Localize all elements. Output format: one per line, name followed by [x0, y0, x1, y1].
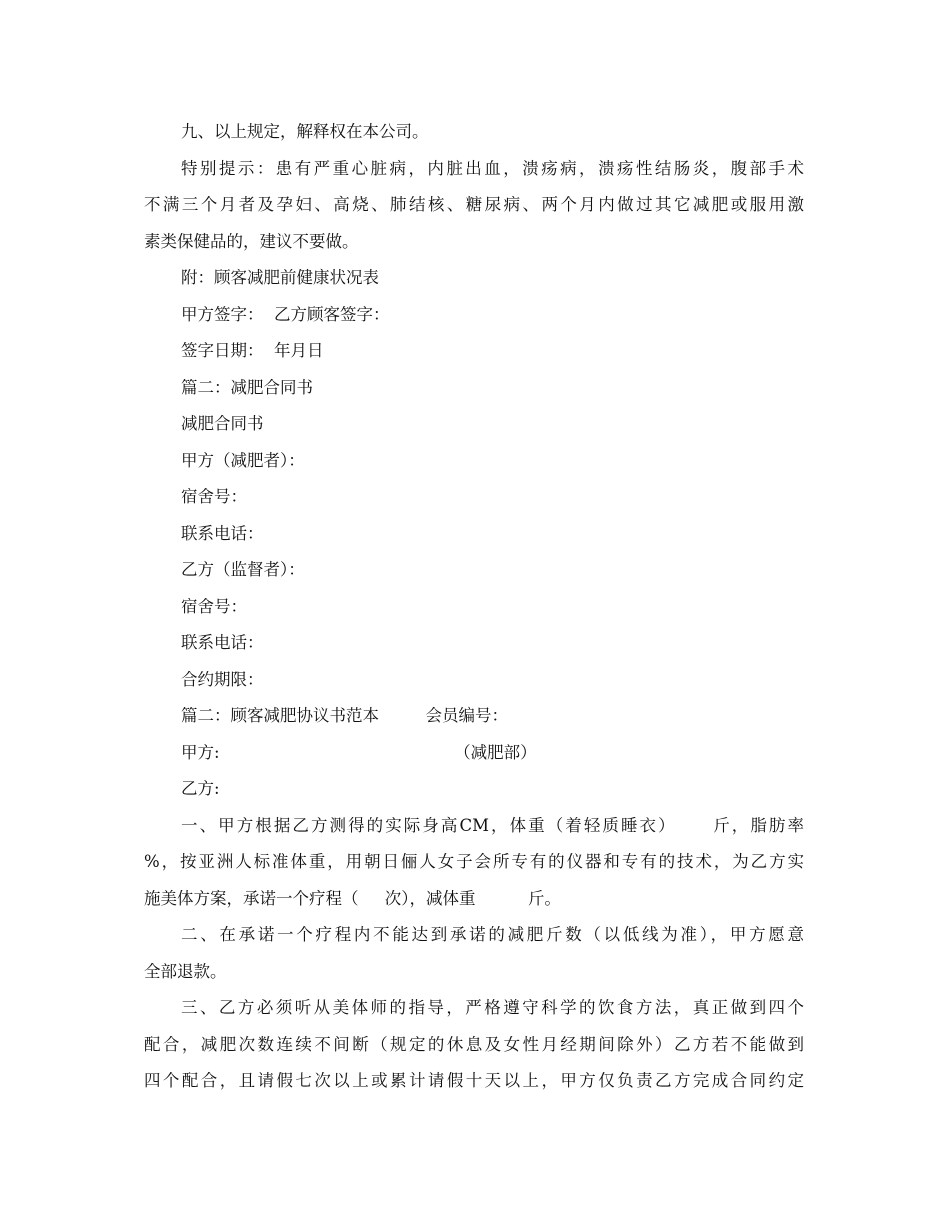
clause-three-line-1: 三、乙方必须听从美体师的指导，严格遵守科学的饮食方法，真正做到四个 [181, 998, 804, 1017]
chapter-two-heading: 篇二：减肥合同书 [181, 377, 313, 397]
party-a-phone: 联系电话： [181, 523, 264, 543]
document-page [144, 114, 804, 1100]
member-number-label: 会员编号： [425, 706, 508, 725]
clause-one-line-3: 施美体方案，承诺一个疗程（ 次），减体重 斤。 [144, 888, 561, 908]
clause-one [144, 808, 804, 918]
party-a-label: 甲方: [181, 742, 220, 762]
party-b-dorm: 宿舍号： [181, 596, 247, 616]
clause-nine: 九、以上规定，解释权在本公司。 [181, 122, 429, 141]
special-notice [144, 151, 804, 261]
party-a-dorm: 宿舍号： [181, 487, 247, 506]
clause-two [144, 917, 804, 990]
clause-one-line-2: %，按亚洲人标准体重，用朝日俪人女子会所专有的仪器和专有的技术，为乙方实 [144, 852, 804, 871]
party-a-dept: （减肥部） [454, 742, 537, 762]
clause-three [144, 990, 804, 1100]
appendix-line: 附：顾客减肥前健康状况表 [181, 268, 379, 287]
party-b-line: 乙方: [181, 779, 220, 798]
party-a-heading: 甲方（减肥者）： [181, 450, 305, 470]
signature-line: 甲方签字： 乙方顾客签字： [181, 304, 390, 324]
party-b-heading: 乙方（监督者）： [181, 560, 305, 579]
agreement-title-line [144, 698, 804, 735]
party-b-phone: 联系电话： [181, 633, 264, 652]
contract-term: 合约期限： [181, 669, 264, 689]
agreement-title: 篇二：顾客减肥协议书范本 [181, 706, 379, 725]
sign-date-line: 签字日期： 年月日 [181, 341, 324, 360]
contract-title: 减肥合同书 [181, 414, 264, 433]
special-notice-line-2: 不满三个月者及孕妇、高烧、肺结核、糖尿病、两个月内做过其它减肥或服用激 [144, 195, 804, 214]
special-notice-line-1: 特别提示：患有严重心脏病，内脏出血，溃疡病，溃疡性结肠炎，腹部手术 [181, 158, 804, 178]
clause-three-line-2: 配合，减肥次数连续不间断（规定的休息及女性月经期间除外）乙方若不能做到 [144, 1034, 804, 1054]
clause-two-line-1: 二、在承诺一个疗程内不能达到承诺的减肥斤数（以低线为准），甲方愿意 [181, 925, 804, 944]
party-a-line [144, 735, 804, 772]
clause-two-line-2: 全部退款。 [144, 961, 227, 981]
clause-three-line-3: 四个配合，且请假七次以上或累计请假十天以上，甲方仅负责乙方完成合同约定 [144, 1071, 804, 1090]
special-notice-line-3: 素类保健品的，建议不要做。 [144, 231, 359, 251]
clause-one-line-1: 一、甲方根据乙方测得的实际身高CM，体重（着轻质睡衣） 斤，脂肪率 [181, 815, 804, 835]
